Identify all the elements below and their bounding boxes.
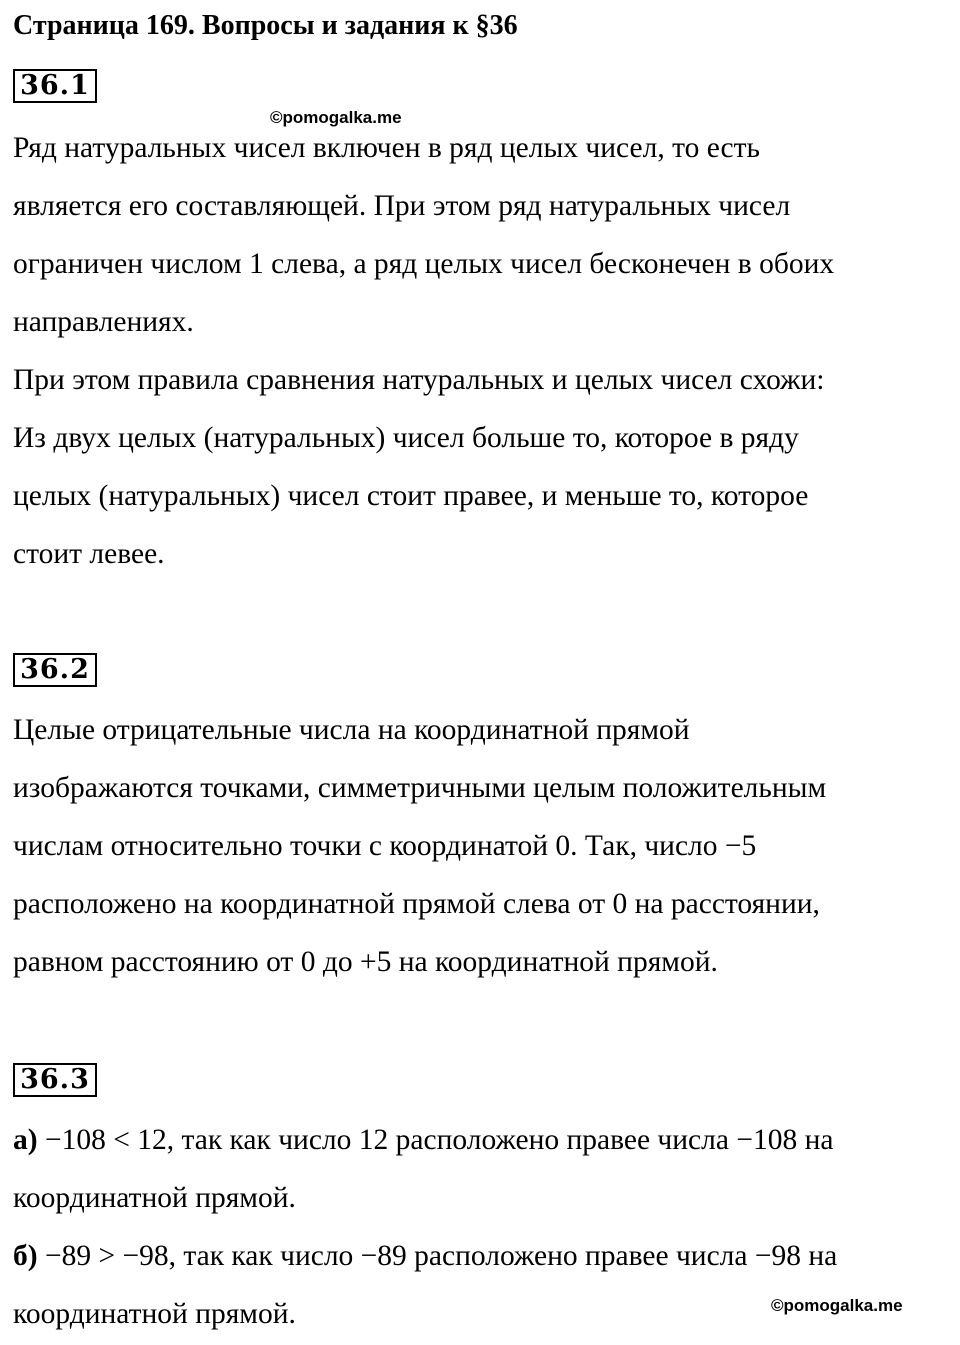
text-line: направлениях. <box>13 306 194 338</box>
text-line: Из двух целых (натуральных) чисел больше то, которое в ряду <box>13 422 799 454</box>
task-number-36-2: 36.2 <box>13 653 97 687</box>
item-b-continuation: координатной прямой. <box>13 1298 296 1330</box>
text-line: При этом правила сравнения натуральных и целых чисел схожи: <box>13 364 825 396</box>
text-line: целых (натуральных) чисел стоит правее, и меньше то, которое <box>13 480 809 512</box>
item-b-line <box>13 1227 953 1285</box>
text-line: Ряд натуральных чисел включен в ряд целых чисел, то есть <box>13 132 760 164</box>
text-line: числам относительно точки с координатой 0. Так, число −5 <box>13 830 757 862</box>
item-a-line <box>13 1111 953 1169</box>
watermark-bottom: ©pomogalka.me <box>771 1296 903 1315</box>
item-a-text: −108 < 12, так как число 12 расположено правее числа −108 на <box>37 1124 834 1156</box>
page-title: Страница 169. Вопросы и задания к §36 <box>13 10 518 41</box>
task-number-36-1: 36.1 <box>13 69 97 103</box>
text-line: изображаются точками, симметричными целым положительным <box>13 772 827 804</box>
text-line: расположено на координатной прямой слева от 0 на расстоянии, <box>13 888 820 920</box>
text-line: является его составляющей. При этом ряд натуральных чисел <box>13 190 791 222</box>
item-a-continuation: координатной прямой. <box>13 1182 296 1214</box>
item-b-text: −89 > −98, так как число −89 расположено правее числа −98 на <box>37 1240 838 1272</box>
text-line: стоит левее. <box>13 538 165 570</box>
text-line: равном расстоянию от 0 до +5 на координатной прямой. <box>13 946 718 978</box>
watermark-top: ©pomogalka.me <box>270 108 402 127</box>
text-line: ограничен числом 1 слева, а ряд целых чисел бесконечен в обоих <box>13 248 835 280</box>
text-line: Целые отрицательные числа на координатной прямой <box>13 714 690 746</box>
task-number-36-3: 36.3 <box>13 1063 97 1097</box>
task-36-2-text <box>13 701 953 991</box>
task-36-1-text <box>13 119 953 583</box>
item-b-label: б) <box>13 1240 38 1272</box>
item-a-label: а) <box>13 1124 38 1156</box>
